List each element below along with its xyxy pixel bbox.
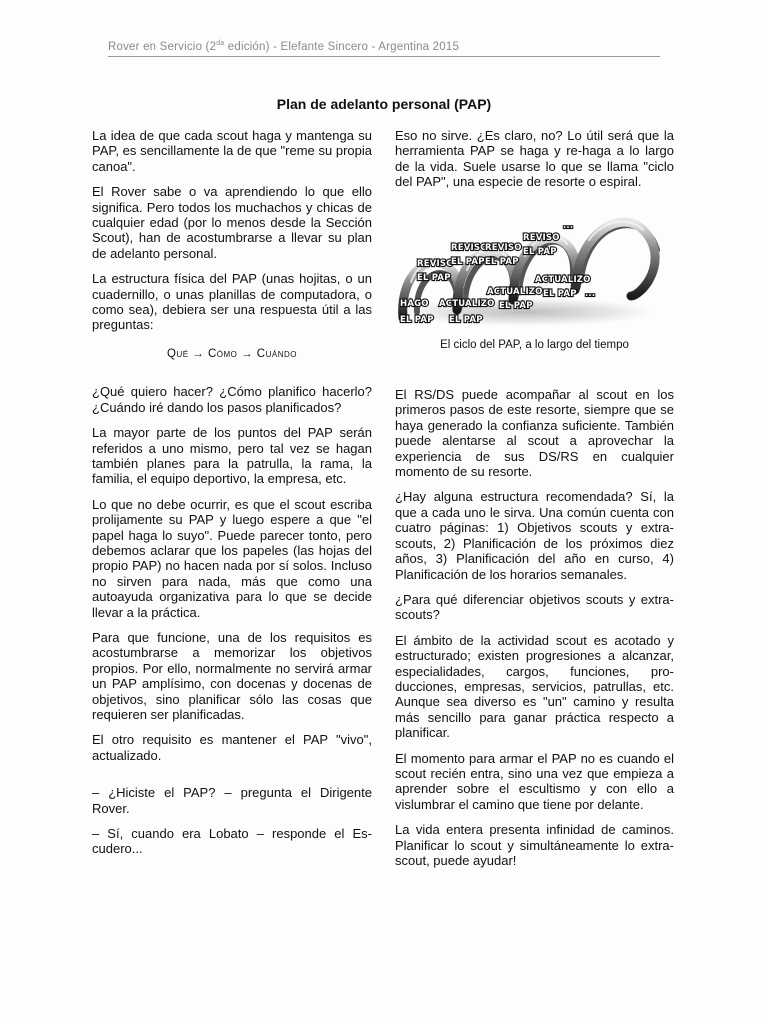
spring-image (395, 200, 674, 332)
paragraph: Eso no sirve. ¿Es claro, no? Lo útil será que la herramienta PAP se haga y re-haga a lo largo de la vida. Suele usarse lo que se llama "ciclo del PAP", una especie de resorte o espiral. (395, 128, 674, 190)
paragraph: El momento para armar el PAP no es cuando el scout recién entra, sino una vez que empieza a aprender sobre el escultismo y con ello a vislumbrar el camino que tiene por delante. (395, 750, 674, 812)
header-text-start: Rover en Servicio (2 (108, 40, 217, 53)
arrow-icon: → (241, 347, 254, 360)
right-column (395, 128, 674, 878)
label-el-pap: EL PAP (543, 288, 577, 299)
dialog-line: – Sí, cuando era Lobato – responde el Escudero... (92, 826, 372, 857)
paragraph: ¿Hay alguna estructura recomendada? Sí, la que a cada uno le sirva. Una común cuenta con cuatro páginas: 1) Objetivos scouts y extra-scouts, 2) Planificación de los próximos diez años, 3) Planificación del año en curso, 4) Planificación de los horarios semanales. (395, 489, 674, 582)
label-el-pap: EL PAP (449, 314, 483, 325)
label-reviso: REVISO (523, 232, 560, 243)
flow-como: Cómo (207, 347, 238, 360)
label-el-pap: EL PAP (417, 272, 451, 283)
paragraph: La idea de que cada scout haga y mantenga su PAP, es sencillamente la de que "reme su propia canoa". (92, 128, 372, 174)
label-el-pap: EL PAP (499, 300, 533, 311)
paragraph: La mayor parte de los puntos del PAP serán referidos a uno mismo, pero tal vez se hagan también planes para la patrulla, la rama, la familia, el equipo deportivo, la empresa, etc. (92, 425, 372, 487)
page-title: Plan de adelanto personal (PAP) (276, 96, 492, 112)
paragraph: El RS/DS puede acompañar al scout en los primeros pasos de este resorte, siempre que se haya generado la confianza suficiente. También puede alentarse al scout a aprovechar la experiencia de sus DS/RS en cualquier momento de su resorte. (395, 387, 674, 480)
label-actualizo: ACTUALIZO (487, 286, 543, 297)
question-flow (92, 347, 372, 362)
paragraph: El Rover sabe o va aprendiendo lo que ello significa. Pero todos los muchachos y chicas de cualquier edad (por lo menos desde la Sección Scout), han de acostumbrarse a llevar su plan de adelanto personal. (92, 184, 372, 261)
paragraph: ¿Para qué diferenciar objetivos scouts y extra-scouts? (395, 591, 674, 623)
left-column (92, 128, 372, 867)
header-superscript: da (216, 40, 225, 47)
paragraph: El ámbito de la actividad scout es acotado y estructurado; existen progresiones a alcanzar, especialidades, cargos, funciones, producciones, empresas, servicios, patrullas, etc. Aunque sea diverso es "un" camino y resulta más sencillo para ganar práctica respecto a planificar. (395, 632, 674, 741)
label-el-pap: EL PAP (451, 256, 485, 267)
label-reviso: REVISO (485, 242, 522, 253)
spring-illustration (395, 200, 674, 332)
label-el-pap: EL PAP (485, 256, 519, 267)
paragraph: ¿Qué quiero hacer? ¿Cómo planifico hacerlo? ¿Cuándo iré dando los pasos planificados? (92, 384, 372, 415)
label-ellipsis: ... (563, 220, 574, 231)
figure-caption: El ciclo del PAP, a lo largo del tiempo (440, 338, 629, 351)
page-header (108, 40, 660, 57)
paragraph: La vida entera presenta infinidad de caminos. Planificar lo scout y simultáneamente lo extra-scout, puede ayudar! (395, 822, 674, 868)
paragraph: El otro requisito es mantener el PAP "vivo", actualizado. (92, 732, 372, 763)
arrow-icon: → (192, 347, 205, 360)
paragraph: Lo que no debe ocurrir, es que el scout escriba prolijamente su PAP y luego espere a que "el papel haga lo suyo". Puede parecer tonto, pero debemos aclarar que los papeles (las hojas del propio PAP) no hacen nada por sí solos. Incluso no sirven para nada, más que como una autoayuda organizativa para lo que se decide llevar a la práctica. (92, 496, 372, 620)
dialog-line: – ¿Hiciste el PAP? – pregunta el Dirigente Rover. (92, 785, 372, 816)
label-reviso: REVISO (451, 242, 488, 253)
flow-cuando: Cuándo (256, 347, 297, 360)
flow-que: Qué (167, 347, 189, 360)
label-el-pap: EL PAP (400, 314, 434, 325)
paragraph: La estructura física del PAP (unas hojitas, o un cuadernillo, o unas planillas de computadora, o como sea), debiera ser una respuesta útil a las preguntas: (92, 271, 372, 333)
label-el-pap: EL PAP (523, 246, 557, 257)
label-actualizo: ACTUALIZO (439, 298, 495, 309)
label-actualizo: ACTUALIZO (535, 274, 591, 285)
label-ellipsis: ... (585, 288, 596, 299)
paragraph: Para que funcione, una de los requisitos es acostumbrarse a memorizar los objetivos propios. Por ello, normalmente no servirá armar un PAP amplísimo, con docenas y docenas de objetivos, sino planificar sólo las cosas que requieren ser planificadas. (92, 629, 372, 722)
header-text-end: edición) - Elefante Sincero - Argentina 2015 (224, 40, 460, 53)
label-reviso: REVISO (417, 258, 454, 269)
label-hago: HAGO (400, 298, 429, 309)
